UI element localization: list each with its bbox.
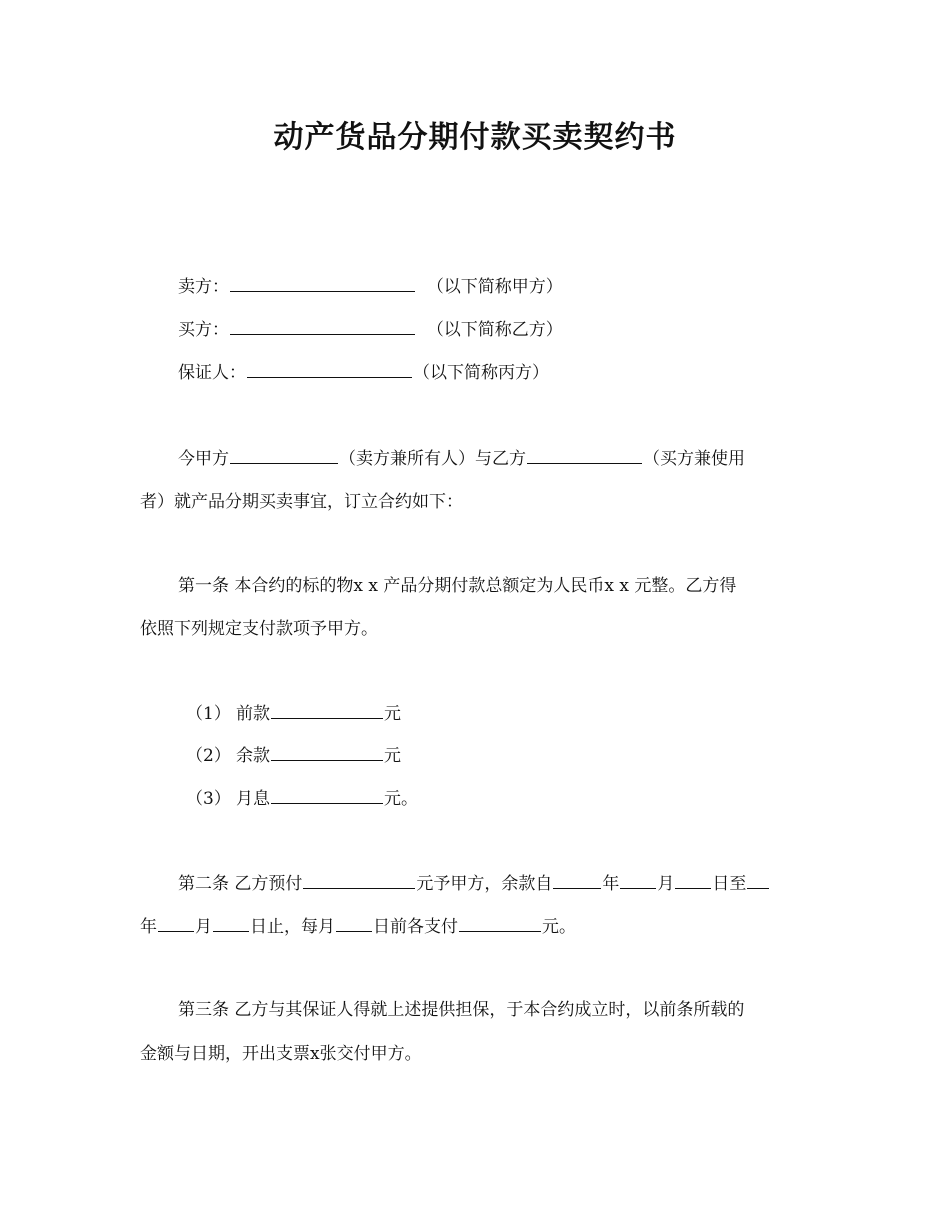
buyer-label: 买方： [178,320,229,340]
start-month-blank [620,872,656,889]
preamble-text-2: （卖方兼所有人）与乙方 [339,449,526,469]
seller-blank [230,275,415,292]
item-2-blank [271,744,383,761]
guarantor-blank [247,361,412,378]
end-year-blank [747,872,769,889]
item-3-suffix: 元。 [384,789,418,809]
start-day-blank [675,872,711,889]
article-1-line-1: 第一条 本合约的标的物x x 产品分期付款总额定为人民币x x 元整。乙方得 [178,576,737,596]
article-1-line-2: 依照下列规定支付款项予甲方。 [140,619,378,639]
article-2-text-d: 月 [657,874,675,894]
article-3-line-1: 第三条 乙方与其保证人得就上述提供担保，于本合约成立时，以前条所载的 [178,1000,745,1020]
item-2 [140,744,858,768]
item-1 [140,702,858,726]
end-month-blank [158,915,194,932]
article-2-line-1 [140,872,858,896]
buyer-blank [230,318,415,335]
party-a-blank [230,447,338,464]
monthly-day-blank [336,915,372,932]
guarantor-label: 保证人： [178,363,246,383]
guarantor-line [140,361,858,385]
article-2-text-i: 日前各支付 [373,917,458,937]
article-2-text-j: 元。 [542,917,576,937]
end-day-blank [213,915,249,932]
preamble-line-2: 者）就产品分期买卖事宜，订立合约如下： [140,492,463,512]
monthly-amount-blank [459,915,541,932]
prepay-blank [303,872,415,889]
buyer-note: （以下简称乙方） [426,320,563,340]
guarantor-note: （以下简称丙方） [413,363,549,383]
seller-line [140,275,858,299]
article-2-text-e: 日至 [712,874,747,894]
item-1-blank [271,702,383,719]
item-3-blank [271,787,383,804]
article-2-line-2 [140,915,820,939]
article-2-text-c: 年 [602,874,620,894]
item-3-label: 月息 [236,789,270,809]
item-3-number: （3） [186,789,231,809]
item-1-suffix: 元 [384,704,401,724]
preamble-text-1: 今甲方 [178,449,229,469]
article-2-text-f: 年 [140,917,157,937]
document-title: 动产货品分期付款买卖契约书 [273,120,677,155]
start-year-blank [553,872,601,889]
article-2-text-h: 日止，每月 [250,917,335,937]
item-3 [140,787,858,811]
article-2-text-a: 第二条 乙方预付 [178,874,303,894]
seller-label: 卖方： [178,277,229,297]
party-b-blank [527,447,642,464]
article-2-text-g: 月 [195,917,212,937]
item-2-suffix: 元 [384,746,401,766]
item-2-label: 余款 [236,746,270,766]
article-2-text-b: 元予甲方，余款自 [416,874,553,894]
seller-note: （以下简称甲方） [426,277,563,297]
article-3-line-2: 金额与日期，开出支票x张交付甲方。 [140,1044,422,1064]
item-2-number: （2） [186,746,231,766]
item-1-label: 前款 [236,704,270,724]
item-1-number: （1） [186,704,231,724]
preamble-line-1 [140,447,858,471]
buyer-line [140,318,858,342]
preamble-text-3: （买方兼使用 [643,449,745,469]
